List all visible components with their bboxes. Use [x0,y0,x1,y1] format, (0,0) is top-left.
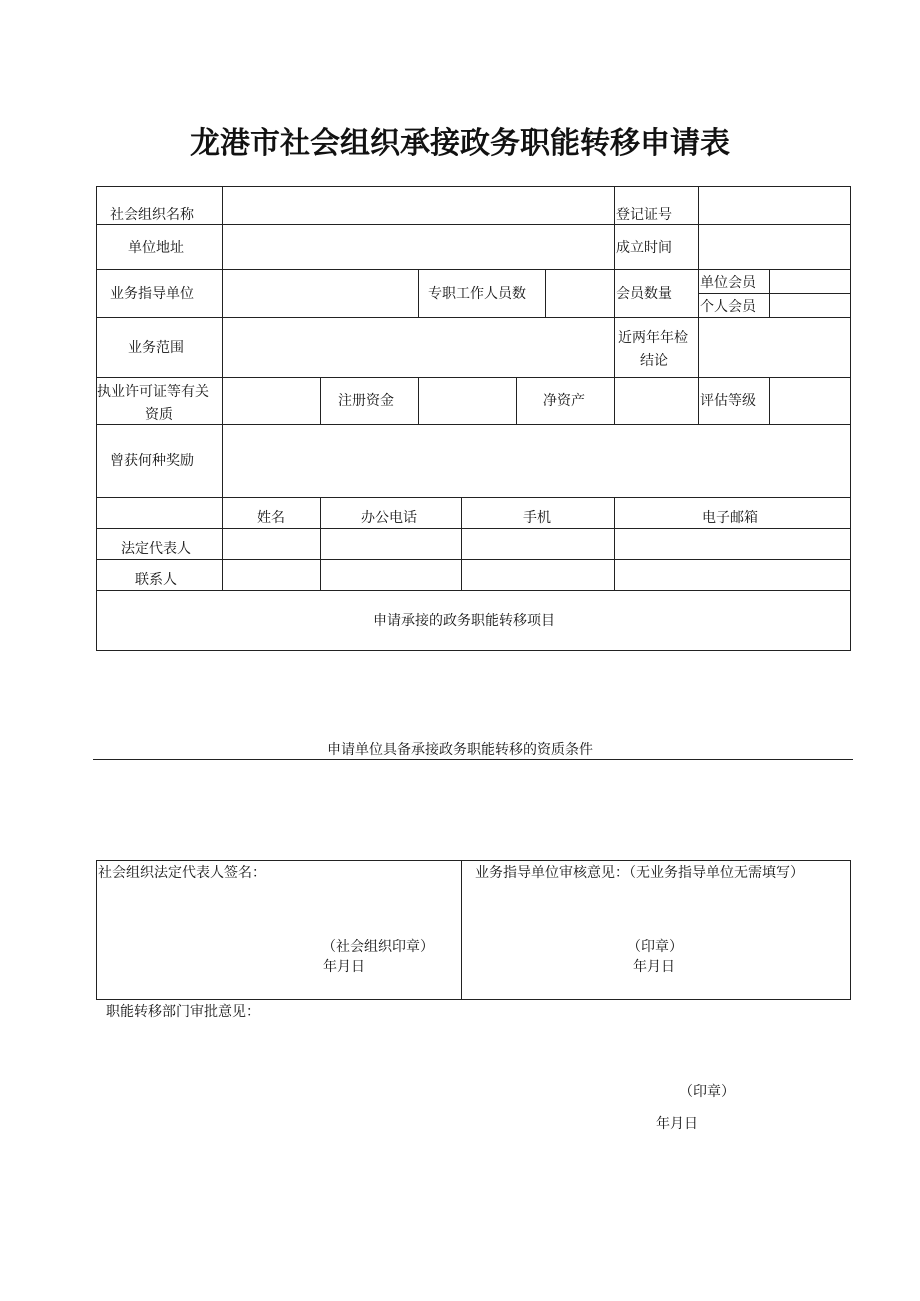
qualification-divider [93,759,853,760]
member-count-label: 会员数量 [616,286,672,302]
capital-field[interactable] [419,378,515,424]
rating-field[interactable] [770,378,849,424]
supervisor-seal-label: （印章） [627,939,683,955]
address-field[interactable] [223,225,613,269]
supervisor-label: 业务指导单位 [110,286,194,302]
contact-header-office-phone: 办公电话 [361,510,417,526]
contact-person-label: 联系人 [135,572,177,588]
legal-rep-signature-field[interactable] [97,884,460,934]
contact-person-name-field[interactable] [223,560,319,590]
awards-field[interactable] [223,425,849,497]
org-name-label: 社会组织名称 [110,207,194,223]
rating-label: 评估等级 [700,393,756,409]
individual-member-field[interactable] [770,294,849,317]
supervisor-opinion-field[interactable] [462,884,849,934]
date-right: 年月日 [633,959,675,975]
legal-rep-label: 法定代表人 [121,541,191,557]
supervisor-opinion-label: 业务指导单位审核意见：（无业务指导单位无需填写） [475,865,804,881]
contact-header-name: 姓名 [257,510,285,526]
date-left: 年月日 [323,959,365,975]
capital-label: 注册资金 [338,393,394,409]
net-assets-label: 净资产 [543,393,585,409]
contact-person-mobile-field[interactable] [462,560,613,590]
legal-rep-mobile-field[interactable] [462,529,613,559]
page-title: 龙港市社会组织承接政务职能转移申请表 [190,126,730,161]
awards-label: 曾获何种奖励 [110,453,194,469]
founded-field[interactable] [699,225,849,269]
legal-rep-name-field[interactable] [223,529,319,559]
staff-count-label: 专职工作人员数 [428,286,526,302]
supervisor-field[interactable] [223,270,417,317]
inspection-label-1: 近两年年检 [618,330,688,346]
scope-label: 业务范围 [128,340,184,356]
license-label-1: 执业许可证等有关 [97,384,209,400]
address-label: 单位地址 [128,240,184,256]
legal-rep-email-field[interactable] [615,529,849,559]
reg-no-label: 登记证号 [616,207,672,223]
founded-label: 成立时间 [616,240,672,256]
org-seal-label: （社会组织印章） [322,939,434,955]
reg-no-field[interactable] [699,187,849,224]
qualification-label: 申请单位具备承接政务职能转移的资质条件 [327,742,593,758]
unit-member-field[interactable] [770,270,849,293]
legal-rep-sign-label: 社会组织法定代表人签名： [98,865,266,881]
unit-member-label: 单位会员 [700,275,756,291]
license-label-2: 资质 [145,407,173,423]
scope-field[interactable] [223,318,613,377]
contact-header-mobile: 手机 [523,510,551,526]
org-name-field[interactable] [223,187,613,224]
projects-label: 申请承接的政务职能转移项目 [373,613,555,629]
legal-rep-office-phone-field[interactable] [321,529,460,559]
individual-member-label: 个人会员 [700,299,756,315]
dept-opinion-label: 职能转移部门审批意见： [106,1004,260,1020]
dept-opinion-field[interactable] [106,1024,846,1074]
license-field[interactable] [223,378,319,424]
date-bottom: 年月日 [656,1116,698,1132]
net-assets-field[interactable] [615,378,697,424]
inspection-label-2: 结论 [640,353,668,369]
contact-person-email-field[interactable] [615,560,849,590]
contact-person-office-phone-field[interactable] [321,560,460,590]
dept-seal-label: （印章） [679,1084,735,1100]
contact-header-email: 电子邮箱 [702,510,758,526]
inspection-field[interactable] [699,318,849,377]
staff-count-field[interactable] [546,270,613,317]
